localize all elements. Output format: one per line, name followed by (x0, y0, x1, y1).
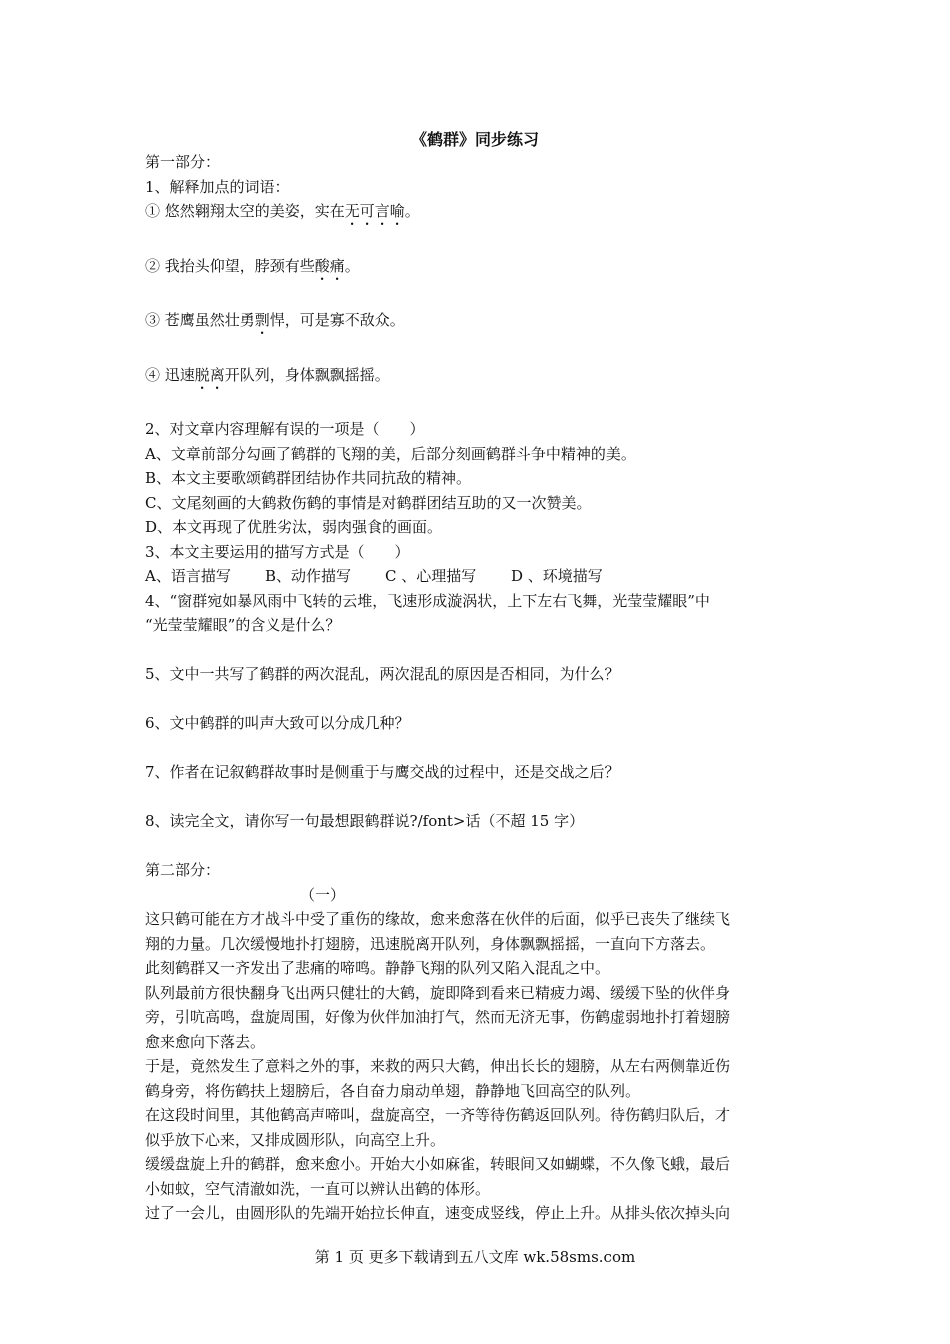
passage-line: 此刻鹤群又一齐发出了悲痛的啼鸣。静静飞翔的队列又陷入混乱之中。 (145, 959, 611, 977)
question-7: 7、作者在记叙鹤群故事时是侧重于与鹰交战的过程中，还是交战之后？ (145, 763, 620, 781)
question-1-sentence-1 (145, 199, 808, 229)
passage-line: 于是，竟然发生了意料之外的事，来救的两只大鹤，伸出长长的翅膀，从左右两侧靠近伤 (145, 1057, 731, 1075)
question-3-option-c: C 、心理描写 (385, 567, 477, 585)
question-3-option-b: B、动作描写 (265, 567, 352, 585)
question-2-stem: 2、对文章内容理解有误的一项是（ ） (145, 420, 425, 438)
sentence-text: 开队列，身体飘飘摇摇。 (224, 365, 390, 384)
question-2-option-a: A、文章前部分勾画了鹤群的飞翔的美，后部分刻画鹤群斗争中精神的美。 (145, 444, 636, 463)
question-3-options (145, 564, 808, 589)
sentence-text: ④ 迅速 (145, 365, 195, 384)
question-5: 5、文中一共写了鹤群的两次混乱，两次混乱的原因是否相同，为什么？ (145, 665, 620, 683)
emphasized-word: 酸痛 (314, 256, 345, 275)
question-4-line-2: “光莹莹耀眼”的含义是什么？ (145, 616, 341, 634)
emphasized-word: 剽 (254, 311, 270, 329)
sentence-text: 。 (404, 202, 420, 220)
page-footer: 第 1 页 更多下载请到五八文库 wk.58sms.com (314, 1248, 636, 1266)
question-1-sentence-2 (145, 254, 808, 284)
emphasized-word: 无可言喻 (344, 202, 405, 220)
question-2-option-b: B、本文主要歌颂鹤群团结协作共同抗敌的精神。 (145, 469, 472, 487)
question-3-option-a: A、语言描写 (145, 567, 231, 585)
passage-line: 愈来愈向下落去。 (145, 1032, 266, 1051)
passage-line: 缓缓盘旋上升的鹤群，愈来愈小。开始大小如麻雀，转眼间又如蝴蝶，不久像飞蛾，最后 (145, 1155, 731, 1173)
sentence-text: ③ 苍鹰虽然壮勇 (145, 311, 255, 329)
document-body (145, 150, 808, 1226)
reading-passage (145, 907, 808, 1226)
emphasized-word: 脱离 (194, 365, 225, 384)
sentence-text: 。 (344, 256, 360, 275)
question-3-option-d: D 、环境描写 (511, 567, 603, 585)
question-6: 6、文中鹤群的叫声大致可以分成几种？ (145, 714, 410, 732)
passage-line: 这只鹤可能在方才战斗中受了重伤的缘故，愈来愈落在伙伴的后面，似乎已丧失了继续飞 (145, 910, 731, 928)
question-2-option-d: D、本文再现了优胜劣汰，弱肉强食的画面。 (145, 518, 443, 536)
passage-line: 翔的力量。几次缓慢地扑打翅膀，迅速脱离开队列，身体飘飘摇摇，一直向下方落去。 (145, 934, 716, 953)
section-label: （一） (300, 885, 346, 904)
passage-line: 鹤身旁，将伤鹤扶上翅膀后，各自奋力扇动单翅，静静地飞回高空的队列。 (145, 1081, 641, 1100)
part2-heading: 第二部分： (145, 861, 221, 879)
part1-heading: 第一部分： (145, 153, 221, 171)
passage-line: 在这段时间里，其他鹤高声啼叫，盘旋高空，一齐等待伤鹤返回队列。待伤鹤归队后，才 (145, 1106, 731, 1124)
question-1-sentence-3 (145, 308, 808, 338)
passage-line: 似乎放下心来，又排成圆形队，向高空上升。 (145, 1130, 446, 1149)
sentence-text: ① 悠然翱翔太空的美姿，实在 (145, 202, 345, 220)
question-4-line-1: 4、“窗群宛如暴风雨中飞转的云堆，飞速形成漩涡状，上下左右飞舞，光莹莹耀眼”中 (145, 591, 710, 610)
passage-line: 旁，引吭高鸣，盘旋周围，好像为伙伴加油打气，然而无济无事，伤鹤虚弱地扑打着翅膀 (145, 1008, 731, 1026)
question-1-stem: 1、解释加点的词语： (145, 177, 290, 196)
sentence-text: ② 我抬头仰望，脖颈有些 (145, 256, 315, 275)
question-8: 8、读完全文，请你写一句最想跟鹤群说?/font>话（不超 15 字） (145, 812, 585, 830)
passage-line: 过了一会儿，由圆形队的先端开始拉长伸直，速变成竖线，停止上升。从排头依次掉头向 (145, 1204, 731, 1222)
document-title: 《鹤群》同步练习 (410, 130, 539, 149)
question-3-stem: 3、本文主要运用的描写方式是（ ） (145, 542, 410, 561)
passage-line: 小如蚊，空气清澈如洗，一直可以辨认出鹤的体形。 (145, 1179, 491, 1198)
sentence-text: 悍，可是寡不敌众。 (269, 311, 405, 329)
question-2-option-c: C、文尾刻画的大鹤救伤鹤的事情是对鹤群团结互助的又一次赞美。 (145, 493, 592, 512)
question-1-sentence-4 (145, 363, 808, 393)
passage-line: 队列最前方很快翻身飞出两只健壮的大鹤，旋即降到看来已精疲力竭、缓缓下坠的伙伴身 (145, 983, 731, 1002)
